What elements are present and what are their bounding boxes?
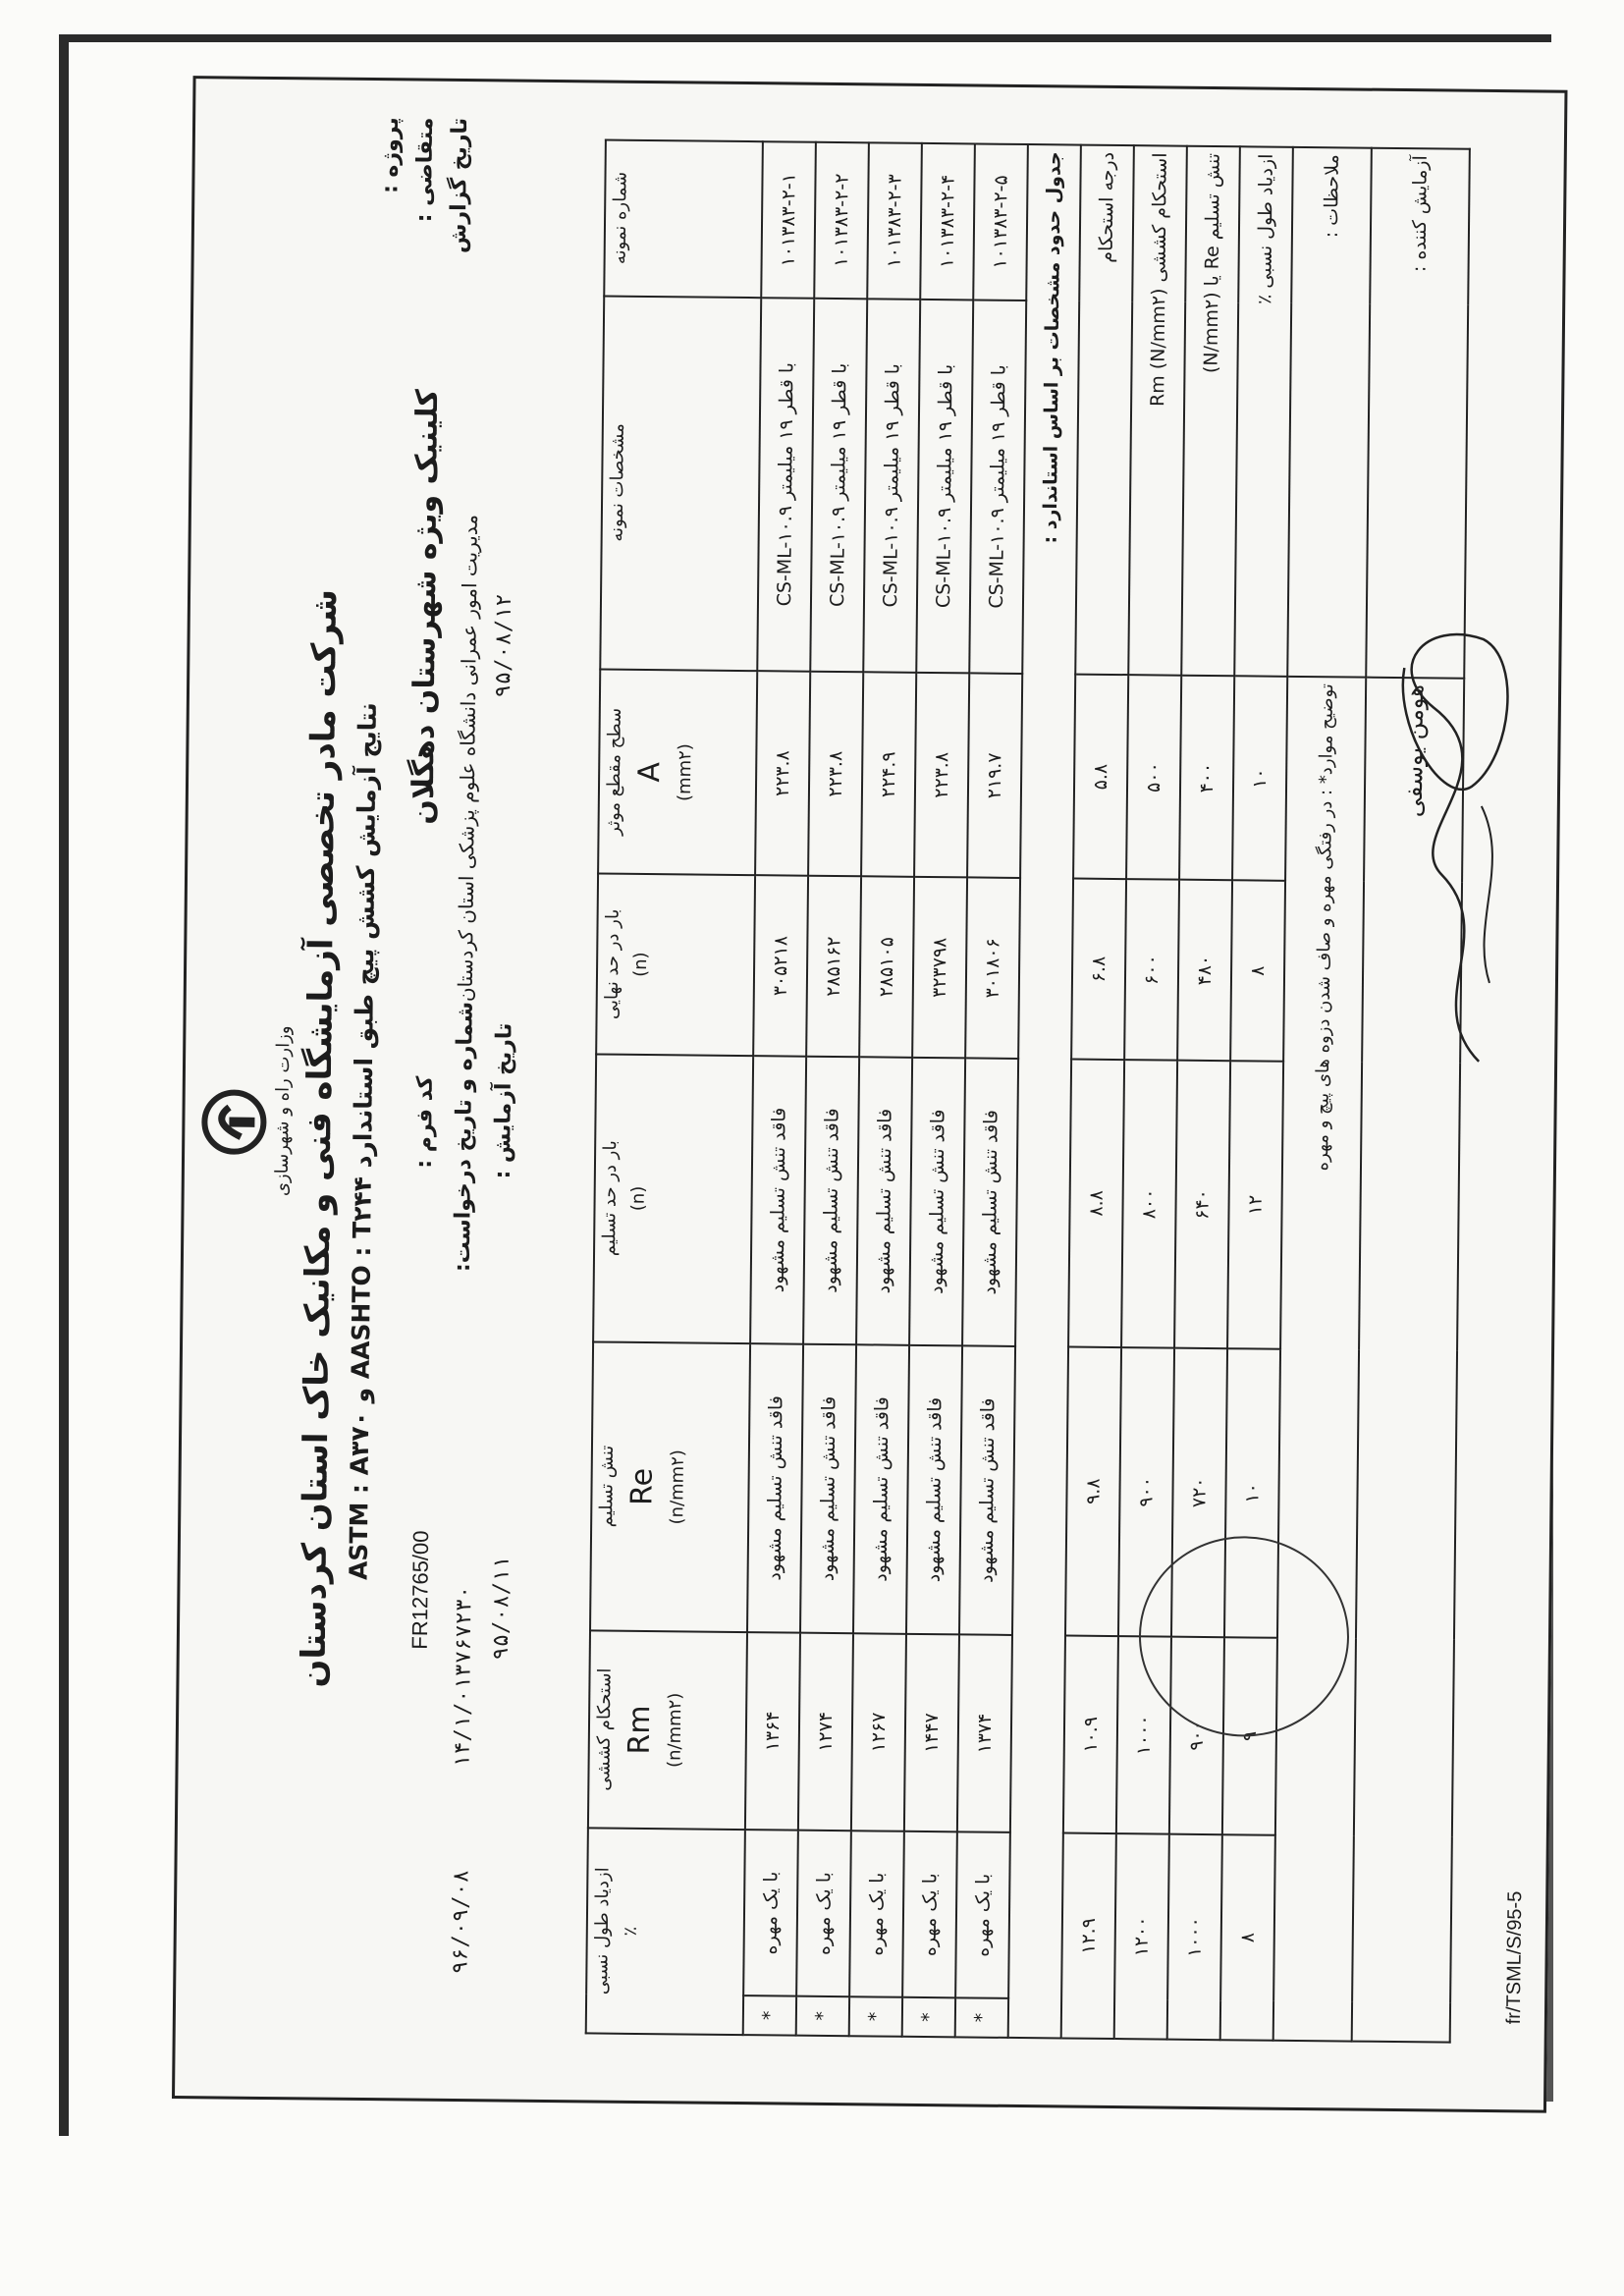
sample-spec: با قطر ۱۹ میلیمتر CS-ML-۱۰.۹ xyxy=(810,298,867,672)
sample-tensile: ۱۳۷۴ xyxy=(957,1634,1012,1832)
request-date: ۹۵/۰۸/۱۱ xyxy=(488,1556,514,1661)
sample-yield-load: فاقد تنش تسلیم مشهود xyxy=(962,1058,1018,1346)
sample-spec: با قطر ۱۹ میلیمتر CS-ML-۱۰.۹ xyxy=(863,299,920,673)
sample-yield-stress: فاقد تنش تسلیم مشهود xyxy=(800,1344,856,1633)
form-code-label: کد فرم : xyxy=(411,1075,438,1169)
limit-tensile: ۵۰۰ xyxy=(1126,675,1181,880)
sample-area: ۲۲۴.۹ xyxy=(861,672,916,877)
limit-yield: ۶۴۰ xyxy=(1174,1061,1230,1349)
client-title: کلینیک ویژه شهرستان دهگلان xyxy=(406,389,446,825)
limit-tensile: ۸۰۰ xyxy=(1121,1060,1177,1348)
tester-name: هومن یوسفی xyxy=(1352,678,1465,2043)
sample-yield-load: فاقد تنش تسلیم مشهود xyxy=(909,1058,965,1346)
tensile-label: استحکام کششی Rm (N/mm۲) xyxy=(1128,145,1187,675)
sample-spec: با قطر ۱۹ میلیمتر CS-ML-۱۰.۹ xyxy=(757,298,814,672)
limit-grade: ۶.۸ xyxy=(1071,879,1126,1060)
limit-elong: ۸ xyxy=(1220,1835,1275,2041)
col-ultimate-load: بار در حد نهایی (n) xyxy=(596,874,755,1056)
limit-tensile: ۱۰۰۰ xyxy=(1116,1636,1171,1834)
sample-yield-stress: فاقد تنش تسلیم مشهود xyxy=(959,1346,1015,1635)
form-code: FR12765/00 xyxy=(406,1530,434,1650)
limit-elong: ۱۰ xyxy=(1224,1348,1280,1637)
yield-label: تنش تسلیم Re یا (N/mm۲) xyxy=(1181,146,1240,676)
limit-yield: ۴۸۰ xyxy=(1177,880,1232,1061)
sample-yield-load: فاقد تنش تسلیم مشهود xyxy=(856,1057,912,1345)
limit-yield: ۱۰۰۰ xyxy=(1167,1834,1222,2040)
sample-yield-load: فاقد تنش تسلیم مشهود xyxy=(750,1056,806,1344)
limit-yield: ۴۰۰ xyxy=(1179,676,1234,881)
sample-ultimate: ۲۸۵۱۰۵ xyxy=(859,877,914,1058)
sample-ultimate: ۲۸۵۱۶۲ xyxy=(806,876,861,1057)
limit-elong: ۱۲ xyxy=(1227,1061,1283,1349)
sample-nut: با یک مهره xyxy=(796,1831,851,1996)
sample-elong: * xyxy=(955,1997,1008,2038)
limit-tensile: ۶۰۰ xyxy=(1124,880,1179,1061)
form-reference: fr/TSML/S/95-5 xyxy=(1502,1890,1527,2025)
sample-elong: * xyxy=(743,1995,796,2036)
grade-label: درجه استحکام xyxy=(1075,145,1134,675)
sample-ultimate: ۳۰۱۸۰۶ xyxy=(965,878,1020,1059)
sample-nut: با یک مهره xyxy=(955,1832,1010,1998)
limit-grade: ۱۰.۹ xyxy=(1063,1635,1118,1833)
col-sample-no: شماره نمونه xyxy=(604,140,763,298)
sample-elong: * xyxy=(796,1996,849,2037)
limit-elong: ۸ xyxy=(1230,881,1285,1062)
elong-label: ازدیاد طول نسبی ٪ xyxy=(1234,146,1293,676)
sample-area: ۲۲۳.۸ xyxy=(755,671,810,876)
sample-id: ۱۰۱۳۸۳-۲-۴ xyxy=(920,143,975,300)
col-elongation: ازدیاد طول نسبی ٪ xyxy=(586,1829,745,2035)
sample-spec: با قطر ۱۹ میلیمتر CS-ML-۱۰.۹ xyxy=(916,299,973,673)
request-label: شماره و تاریخ درخواست: xyxy=(450,1001,478,1273)
sample-yield-stress: فاقد تنش تسلیم مشهود xyxy=(906,1345,962,1634)
limit-yield: ۷۲۰ xyxy=(1171,1348,1227,1637)
sample-yield-stress: فاقد تنش تسلیم مشهود xyxy=(747,1343,803,1632)
limit-grade: ۹.۸ xyxy=(1065,1347,1121,1636)
tester-row xyxy=(1352,148,1470,2043)
applicant-label: متقاضی : xyxy=(412,117,439,223)
remarks-label: ملاحظات : xyxy=(1287,147,1372,678)
report-date-label: تاریخ گزارش xyxy=(446,117,473,254)
sample-tensile: ۱۴۴۷ xyxy=(904,1633,959,1831)
limit-yield: ۹۰۰ xyxy=(1169,1636,1224,1834)
col-yield-stress: تنش تسلیم Re (n/mm۲) xyxy=(590,1342,750,1632)
sample-id: ۱۰۱۳۸۳-۲-۱ xyxy=(761,141,816,298)
sample-spec: با قطر ۱۹ میلیمتر CS-ML-۱۰.۹ xyxy=(969,300,1026,674)
table-header-row xyxy=(586,140,763,2036)
col-area: سطح مقطع موثر A (mm۲) xyxy=(598,669,757,875)
sample-id: ۱۰۱۳۸۳-۲-۳ xyxy=(867,142,922,299)
sample-tensile: ۱۲۶۷ xyxy=(851,1633,906,1831)
col-specs: مشخصات نمونه xyxy=(600,296,761,671)
request-number: ۱۴/۱/۰۱۳۷۶۷۲۳۰ xyxy=(450,1585,477,1769)
results-table xyxy=(585,139,1471,2044)
project-label: پروژه : xyxy=(378,117,405,194)
test-date-label: تاریخ آزمایش : xyxy=(490,1022,517,1179)
sample-id: ۱۰۱۳۸۳-۲-۲ xyxy=(814,142,869,299)
sample-area: ۲۲۳.۸ xyxy=(808,672,863,877)
limit-elong: ۱۰ xyxy=(1232,676,1287,881)
limit-grade: ۱۲.۹ xyxy=(1061,1833,1116,2039)
limit-tensile: ۱۲۰۰ xyxy=(1114,1833,1169,2039)
scan-edge-top xyxy=(59,34,1551,42)
ministry-name: وزارت راه و شهرسازی xyxy=(271,1025,295,1197)
sample-elong: * xyxy=(849,1996,902,2037)
sample-yield-stress: فاقد تنش تسلیم مشهود xyxy=(853,1344,909,1633)
sample-area: ۲۱۹.۷ xyxy=(967,673,1022,878)
report-date: ۹۶/۰۹/۰۸ xyxy=(448,1869,474,1975)
sample-yield-load: فاقد تنش تسلیم مشهود xyxy=(803,1057,859,1345)
col-yield-load: بار در حد تسلیم (n) xyxy=(593,1054,753,1343)
limits-title: جدول حدود مشخصات بر اساس استاندارد : xyxy=(1008,144,1081,2038)
sample-area: ۲۲۳.۸ xyxy=(914,673,969,878)
company-name: شرکت مادر تخصصی آزمایشگاه فنی و مکانیک خاک استان کردستان xyxy=(294,588,346,1688)
remarks-text: توضیح موارد* : در رفتگی مهره و صاف شدن دزوه های پیچ و مهره xyxy=(1273,677,1367,2042)
sample-ultimate: ۳۰۵۲۱۸ xyxy=(753,876,808,1057)
ministry-logo-icon xyxy=(199,1087,269,1157)
col-tensile: استحکام کششی Rm (n/mm۲) xyxy=(588,1630,747,1830)
signature-icon xyxy=(1361,589,1533,1082)
sample-tensile: ۱۳۶۴ xyxy=(745,1632,800,1831)
limit-elong: ۹ xyxy=(1222,1637,1277,1835)
sample-nut: با یک مهره xyxy=(849,1831,904,1997)
scan-edge-left xyxy=(59,34,69,2136)
limit-tensile: ۹۰۰ xyxy=(1118,1347,1174,1636)
sample-id: ۱۰۱۳۸۳-۲-۵ xyxy=(973,143,1028,300)
report-sheet xyxy=(172,76,1567,2113)
sample-tensile: ۱۲۷۴ xyxy=(798,1632,853,1831)
client-subtitle: مدیریت امور عمرانی دانشگاه علوم پزشکی استان کردستان xyxy=(453,514,482,1003)
sample-nut: با یک مهره xyxy=(902,1831,957,1997)
report-subtitle: نتایج آزمایش کشش پیچ طبق استاندارد AASHTO : T۲۴۴ و ASTM : A۳۷۰ xyxy=(344,702,382,1581)
tester-label: آزمایش کننده : xyxy=(1366,148,1470,679)
sample-elong: * xyxy=(902,1997,955,2038)
limit-grade: ۵.۸ xyxy=(1073,674,1128,879)
handwritten-circle xyxy=(1138,1535,1350,1737)
sample-ultimate: ۳۲۳۷۹۸ xyxy=(912,877,967,1058)
limit-grade: ۸.۸ xyxy=(1068,1059,1124,1347)
client-date: ۹۵/۰۸/۱۲ xyxy=(490,593,517,698)
sample-nut: با یک مهره xyxy=(743,1830,798,1995)
